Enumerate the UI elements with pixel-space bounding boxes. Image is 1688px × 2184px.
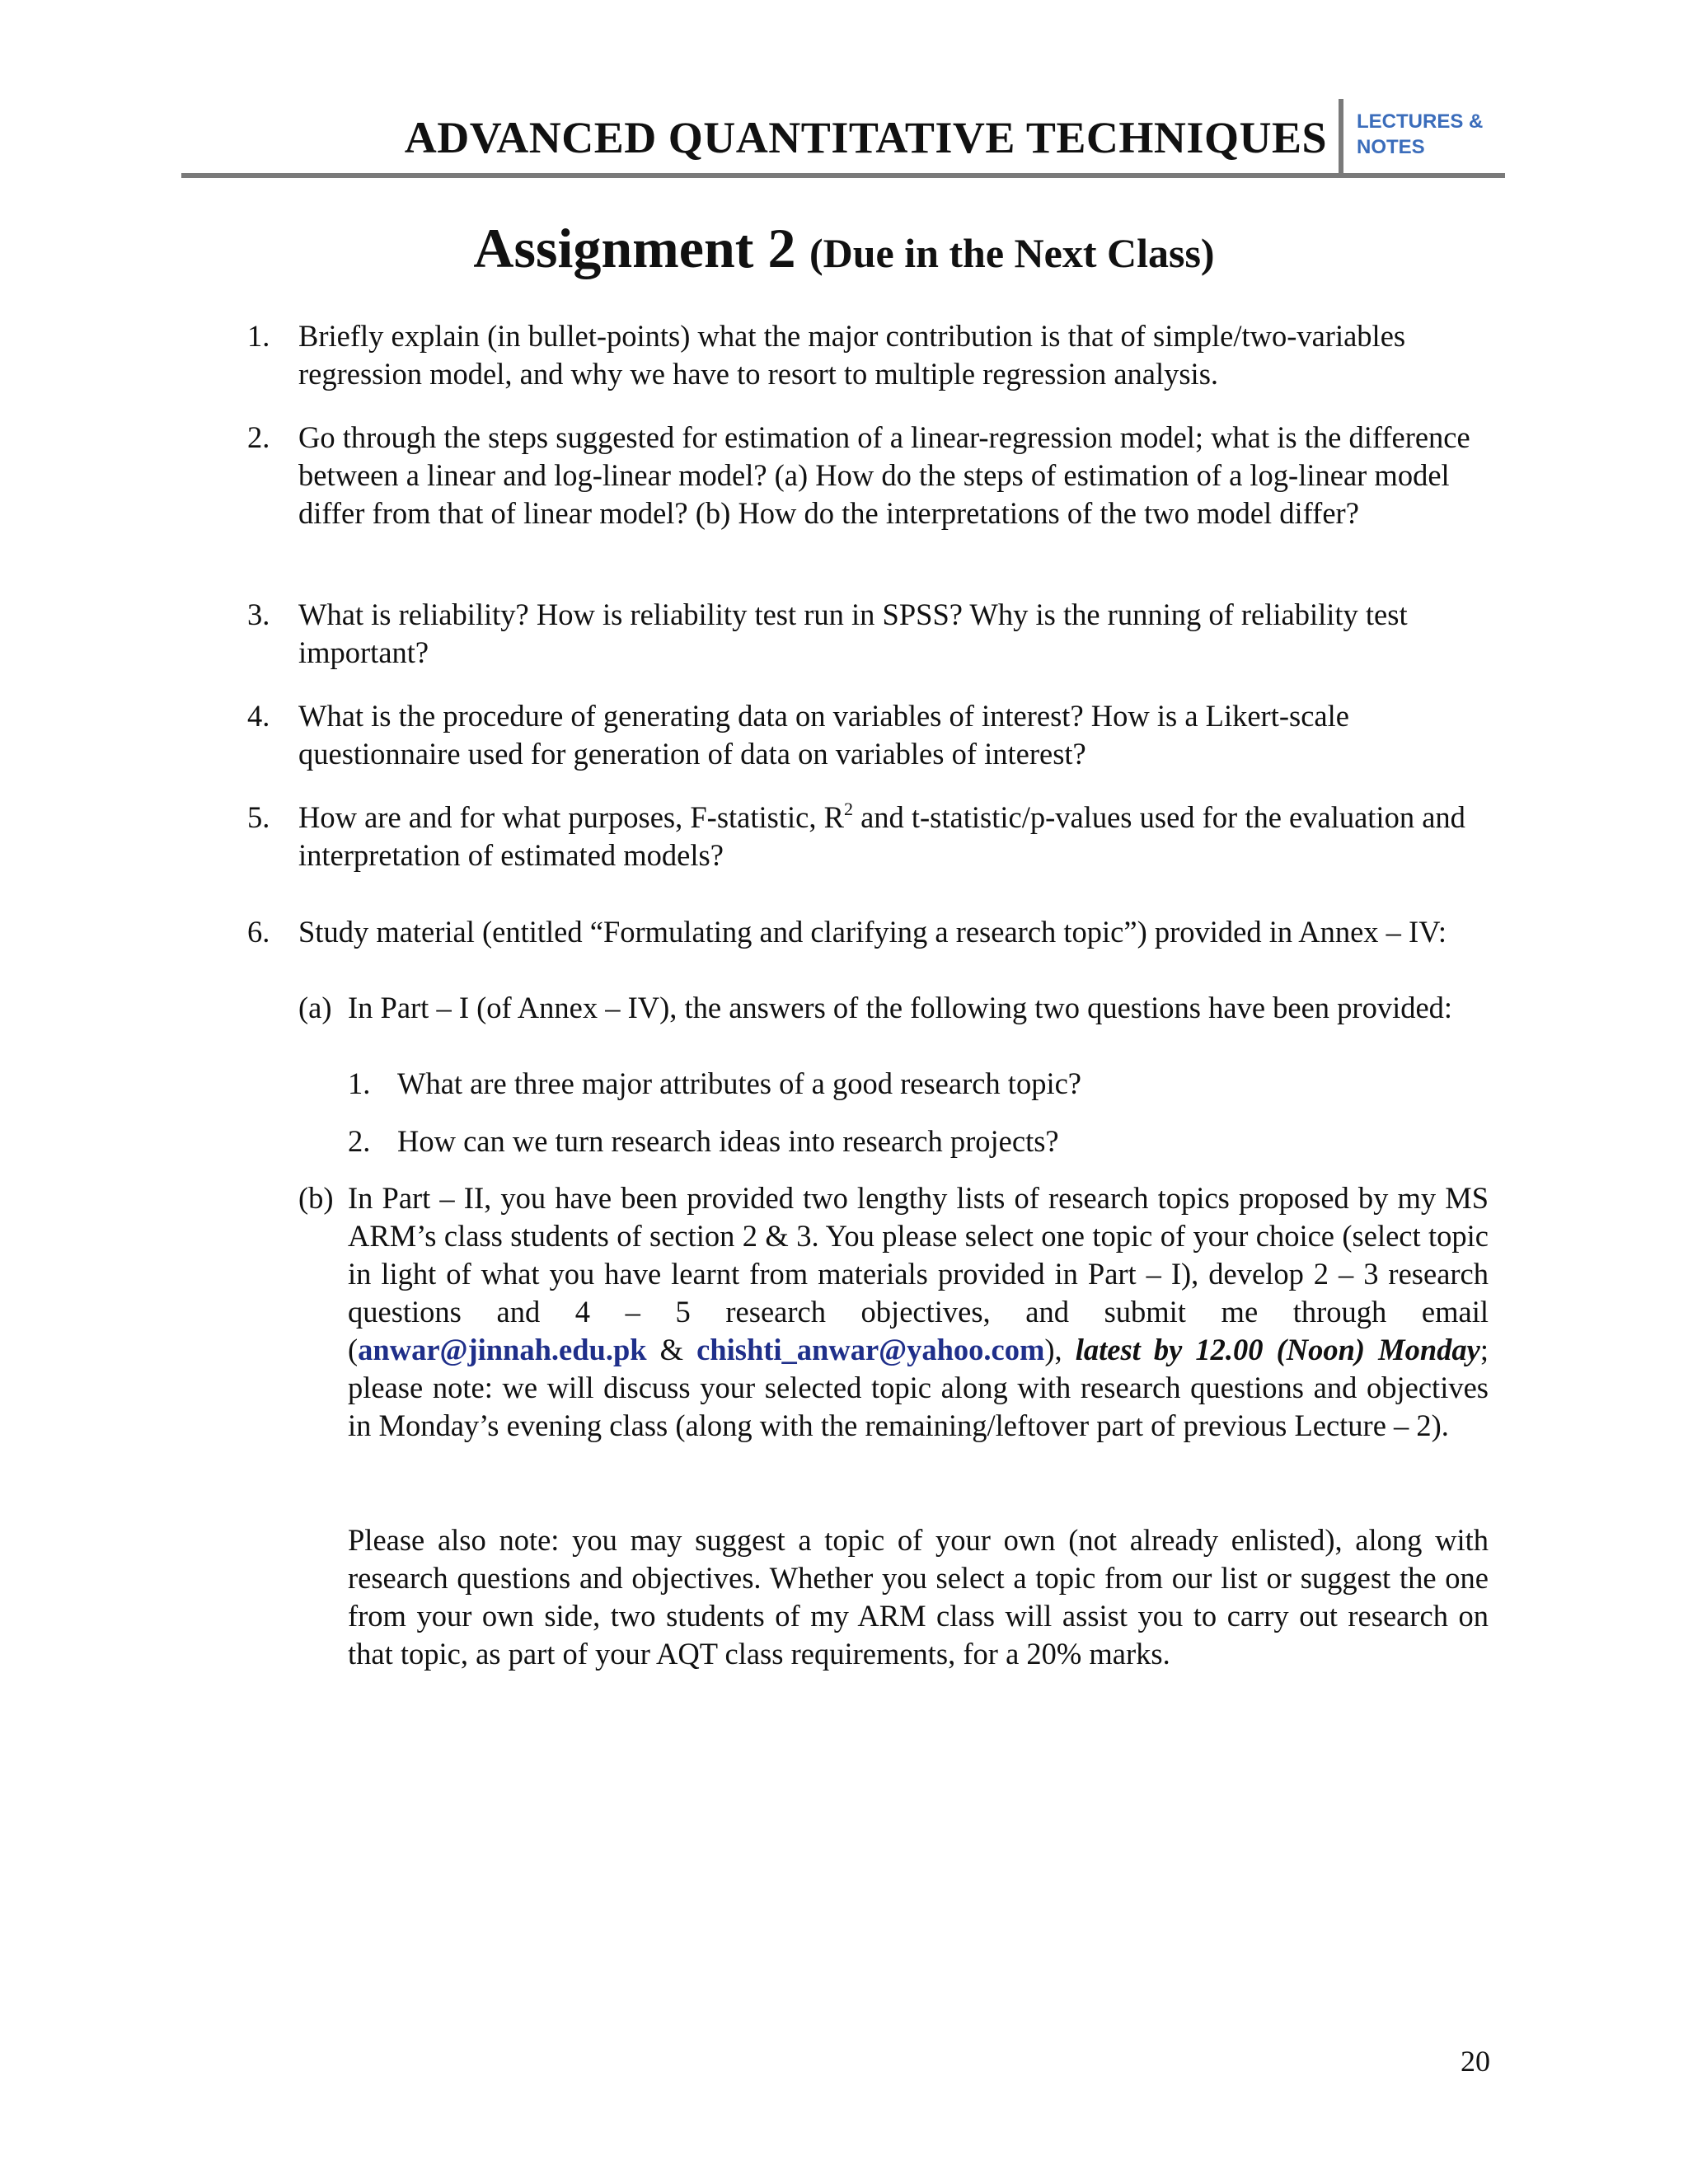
- question-6b: [298, 1179, 1489, 1445]
- part-text: [348, 1179, 1489, 1445]
- part-label: (b): [298, 1181, 334, 1215]
- list-item-text: What are three major attributes of a good research topic?: [397, 1066, 1081, 1100]
- assignment-title: [0, 216, 1688, 281]
- question-text: Briefly explain (in bullet-points) what the major contribution is that of simple/two-variables regression model, and why we have to resort to multiple regression analysis.: [298, 319, 1406, 391]
- part-text: In Part – I (of Annex – IV), the answers of the following two questions have been provided:: [348, 991, 1453, 1024]
- assignment-subtitle: (Due in the Next Class): [809, 230, 1215, 276]
- list-item-text: How can we turn research ideas into research projects?: [397, 1124, 1059, 1158]
- question-text: What is the procedure of generating data on variables of interest? How is a Likert-scale questionnaire used for generation of data on variables of interest?: [298, 699, 1349, 771]
- question-3: [247, 596, 1489, 672]
- email-link-2[interactable]: chishti_anwar@yahoo.com: [696, 1333, 1045, 1366]
- question-number: 3.: [247, 598, 270, 631]
- header-tag-line-2: NOTES: [1357, 136, 1425, 158]
- part-text-segment: &: [646, 1333, 697, 1366]
- assignment-title-main: Assignment 2: [473, 217, 796, 279]
- question-number: 4.: [247, 699, 270, 733]
- part-text-segment: In Part – II, you have been provided two lengthy lists of research topics proposed by my MS ARM’s class students of section 2 & 3. You please select one topic of your choice (select topic in light of what you have learnt from materials provided in Part – I), develop 2 – 3 research questions and 4 – 5 research objectives, and submit me through email (: [348, 1181, 1489, 1366]
- list-item: [348, 1065, 1489, 1103]
- email-link-1[interactable]: anwar@jinnah.edu.pk: [358, 1333, 647, 1366]
- question-text: [298, 799, 1489, 874]
- page-number: 20: [1461, 2045, 1490, 2078]
- list-item: [348, 1122, 1489, 1160]
- list-item-number: 2.: [348, 1124, 371, 1158]
- part-text-segment: ; please note: we will discuss your selected topic along with research questions and objectives in Monday’s evening class (along with the remaining/leftover part of previous Lecture – 2).: [348, 1333, 1489, 1442]
- part-label: (a): [298, 991, 332, 1024]
- question-6b-note: Please also note: you may suggest a topic of your own (not already enlisted), along with research questions and objectives. Whether you select a topic from our list or suggest the one from your own side, two students of my ARM class will assist you to carry out research on that topic, as part of your AQT class requirements, for a 20% marks.: [348, 1523, 1489, 1671]
- question-1: [247, 317, 1489, 393]
- header-tag-line-1: LECTURES &: [1357, 110, 1484, 133]
- list-item-number: 1.: [348, 1066, 371, 1100]
- assignment-title-due: [799, 230, 1214, 276]
- question-5: [247, 799, 1489, 874]
- question-4: [247, 697, 1489, 773]
- question-text: Go through the steps suggested for estimation of a linear-regression model; what is the difference between a linear and log-linear model? (a) How do the steps of estimation of a log-linear model differ from that of linear model? (b) How do the interpretations of the two model differ?: [298, 420, 1470, 530]
- part-text-segment: ),: [1044, 1333, 1076, 1366]
- header-title: ADVANCED QUANTITATIVE TECHNIQUES: [404, 113, 1327, 162]
- question-text: What is reliability? How is reliability test run in SPSS? Why is the running of reliability test important?: [298, 598, 1408, 669]
- superscript-2: 2: [843, 798, 853, 819]
- question-number: 2.: [247, 420, 270, 454]
- question-number: 5.: [247, 800, 270, 834]
- header-tag: [1357, 109, 1483, 160]
- question-number: 6.: [247, 915, 270, 949]
- question-text: Study material (entitled “Formulating and clarifying a research topic”) provided in Annex – IV:: [298, 915, 1447, 949]
- question-2: [247, 419, 1489, 532]
- page-header: [181, 97, 1505, 178]
- question-text-part: How are and for what purposes, F-statistic, R: [298, 800, 844, 834]
- header-divider: [1339, 99, 1343, 178]
- question-6a: [298, 989, 1489, 1027]
- question-number: 1.: [247, 319, 270, 353]
- question-text-part: and t-statistic/p-values used for the evaluation and interpretation of estimated models?: [298, 800, 1465, 872]
- question-6: [247, 913, 1489, 951]
- deadline-text: latest by 12.00 (Noon) Monday: [1075, 1333, 1480, 1366]
